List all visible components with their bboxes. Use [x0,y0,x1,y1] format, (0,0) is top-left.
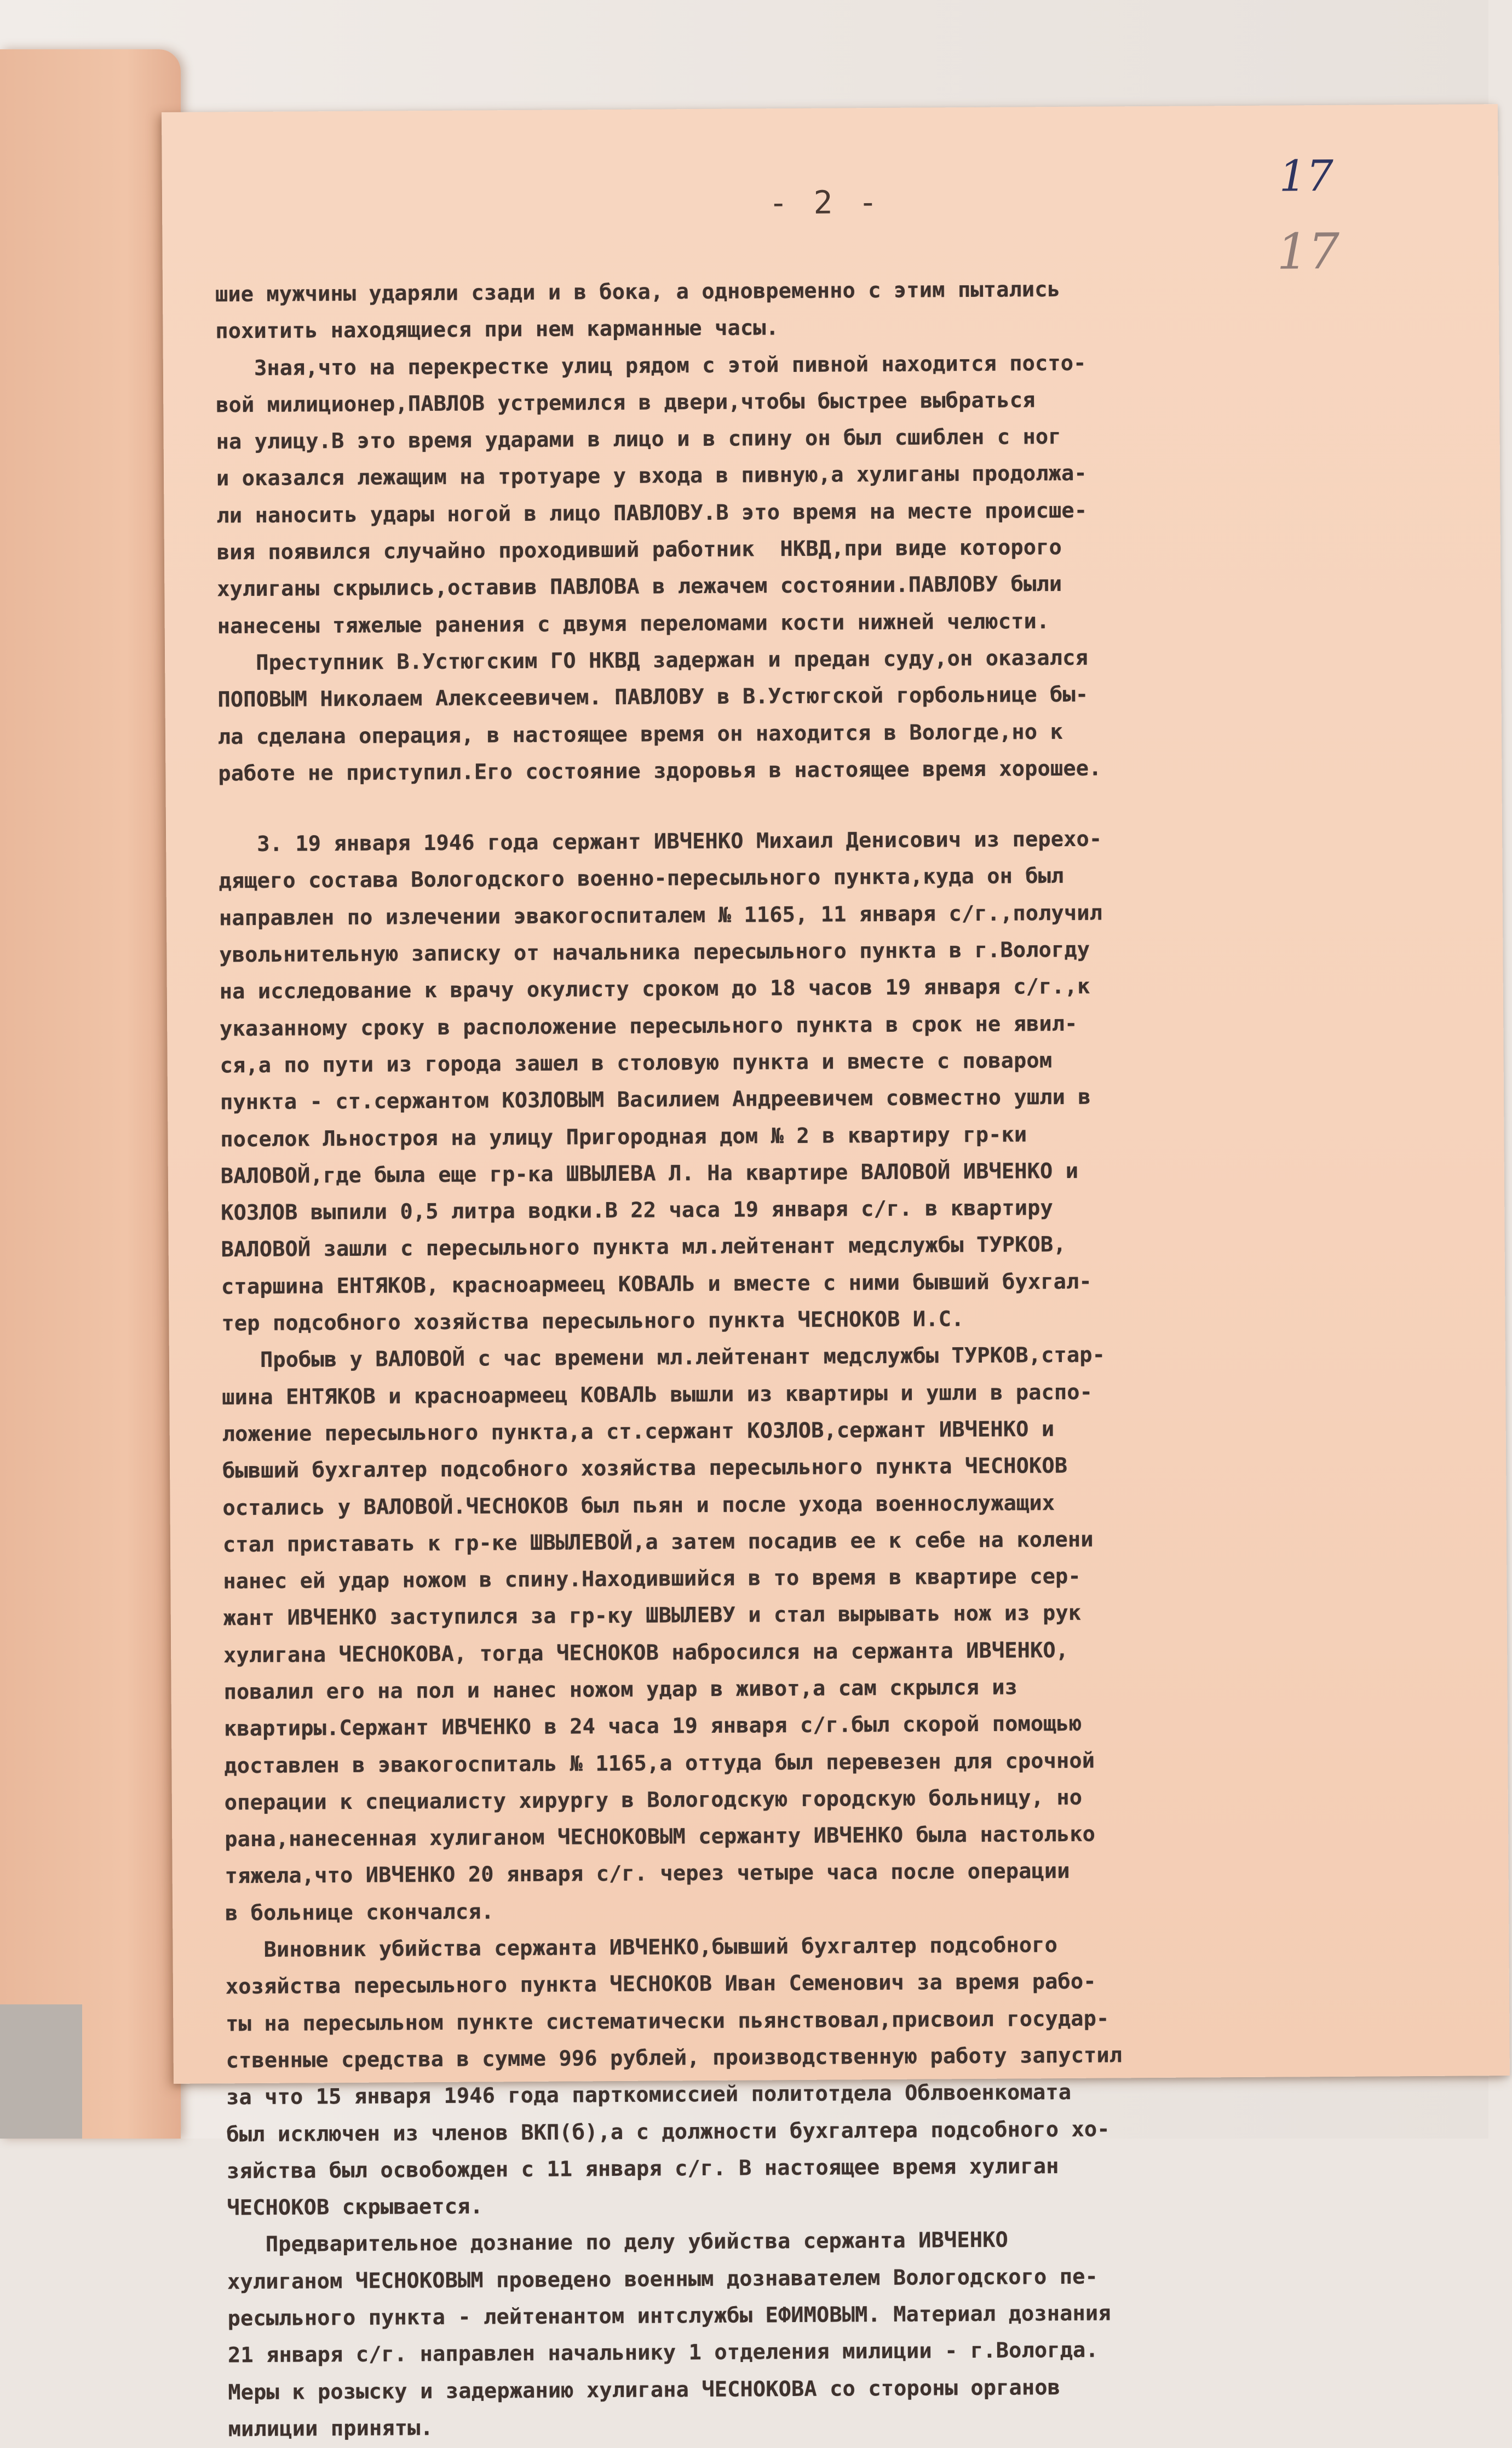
text-line: нанес ей удар ножом в спину.Находившийся в то время в квартире сер- [223,1564,1081,1594]
folio-number-ink: 17 [1279,151,1334,202]
text-line: ПОПОВЫМ Николаем Алексеевичем. ПАВЛОВУ в В.Устюгской горбольнице бы- [217,682,1089,712]
text-line: остались у ВАЛОВОЙ.ЧЕСНОКОВ был пьян и после ухода военнослужащих [222,1490,1055,1520]
text-line: ственные средства в сумме 996 рублей, производственную работу запустил [226,2043,1123,2073]
text-line: ла сделана операция, в настоящее время он находится в Вологде,но к [217,719,1063,749]
text-line: вой милиционер,ПАВЛОВ устремился в двери,чтобы быстрее выбраться [216,388,1036,418]
text-line: ресыльного пункта - лейтенантом интслужбы ЕФИМОВЫМ. Материал дознания [227,2301,1111,2331]
text-line: Преступник В.Устюгским ГО НКВД задержан и предан суду,он оказался [217,645,1089,676]
text-line: зяйства был освобожден с 11 января с/г. В настоящее время хулиган [226,2153,1059,2184]
text-line: хулиганом ЧЕСНОКОВЫМ проведено военным дознавателем Вологодского пе- [227,2264,1099,2295]
page-number: - 2 - [768,183,881,222]
text-line: шина ЕНТЯКОВ и красноармеец КОВАЛЬ вышли из квартиры и ушли в распо- [222,1380,1093,1410]
text-line: стал приставать к гр-ке ШВЫЛЕВОЙ,а затем посадив ее к себе на колени [222,1527,1094,1558]
text-line: на исследование к врачу окулисту сроком до 18 часов 19 января с/г.,к [219,974,1090,1004]
text-line: похитить находящиеся при нем карманные часы. [215,315,779,344]
text-line: тяжела,что ИВЧЕНКО 20 января с/г. через четыре часа после операции [225,1859,1070,1889]
text-line: дящего состава Вологодского военно-пересыльного пункта,куда он был [219,864,1064,894]
text-line: ВАЛОВОЙ,где была еще гр-ка ШВЫЛЕВА Л. На квартире ВАЛОВОЙ ИВЧЕНКО и [220,1158,1079,1189]
text-line: нанесены тяжелые ранения с двумя переломами кости нижней челюсти. [217,608,1050,639]
folio-number-pencil: 17 [1277,222,1340,281]
underlying-page [0,49,181,2139]
text-line: Меры к розыску и задержанию хулигана ЧЕСНОКОВА со стороны органов [228,2375,1061,2405]
text-line: КОЗЛОВ выпили 0,5 литра водки.В 22 часа 19 января с/г. в квартиру [221,1196,1054,1226]
text-line: доставлен в эвакогоспиталь № 1165,а оттуда был перевезен для срочной [224,1748,1095,1778]
text-line: вия появился случайно проходивший работник НКВД,при виде которого [216,535,1062,565]
text-line: хулиганы скрылись,оставив ПАВЛОВА в лежачем состоянии.ПАВЛОВУ были [217,572,1062,602]
text-line: и оказался лежащим на тротуаре у входа в пивную,а хулиганы продолжа- [216,461,1087,491]
text-line: квартиры.Сержант ИВЧЕНКО в 24 часа 19 января с/г.был скорой помощью [223,1711,1082,1742]
text-line: повалил его на пол и нанес ножом удар в живот,а сам скрылся из [223,1675,1018,1705]
text-line: за что 15 января 1946 года парткомиссией политотдела Облвоенкомата [226,2080,1072,2110]
text-line: ся,а по пути из города зашел в столовую пункта и вместе с поваром [220,1048,1053,1078]
text-line: ВАЛОВОЙ зашли с пересыльного пункта мл.лейтенант медслужбы ТУРКОВ, [221,1232,1066,1262]
text-line: на улицу.В это время ударами в лицо и в спину он был сшиблен с ног [216,424,1061,455]
text-line: ты на пересыльном пункте систематически пьянствовал,присвоил государ- [226,2006,1109,2037]
text-line: поселок Льностроя на улицу Пригородная дом № 2 в квартиру гр-ки [220,1122,1027,1152]
text-line: рана,нанесенная хулиганом ЧЕСНОКОВЫМ сержанту ИВЧЕНКО была настолько [225,1821,1096,1852]
text-line: работе не приступил.Его состояние здоровья в настоящее время хорошее. [218,756,1102,786]
text-line: шие мужчины ударяли сзади и в бока, а одновременно с этим пытались [215,277,1061,307]
text-line: пункта - ст.сержантом КОЗЛОВЫМ Василием Андреевичем совместно ушли в [220,1084,1091,1115]
text-line: Виновник убийства сержанта ИВЧЕНКО,бывший бухгалтер подсобного [225,1933,1058,1963]
text-line: указанному сроку в расположение пересыльного пункта в срок не явил- [220,1011,1078,1042]
text-line: жант ИВЧЕНКО заступился за гр-ку ШВЫЛЕВУ и стал вырывать нож из рук [223,1601,1082,1631]
text-line: Предварительное дознание по делу убийства сержанта ИВЧЕНКО [227,2228,1009,2257]
text-line: милиции приняты. [228,2415,434,2442]
paragraph-continuation [215,269,1358,792]
text-line: операции к специалисту хирургу в Вологодскую городскую больницу, но [224,1785,1083,1815]
text-line: направлен по излечении эвакогоспиталем № 1165, 11 января с/г.,получил [219,900,1103,931]
paragraph-item-3 [219,819,1367,2448]
text-line: хозяйства пересыльного пункта ЧЕСНОКОВ Иван Семенович за время рабо- [225,1969,1096,1999]
text-line: ли наносить удары ногой в лицо ПАВЛОВУ.В это время на месте происше- [216,498,1088,528]
text-line: тер подсобного хозяйства пересыльного пункта ЧЕСНОКОВ И.С. [221,1307,964,1336]
text-line: 21 января с/г. направлен начальнику 1 отделения милиции - г.Вологда. [227,2337,1099,2368]
text-line: Зная,что на перекрестке улиц рядом с этой пивной находится посто- [215,350,1086,381]
text-line: хулигана ЧЕСНОКОВА, тогда ЧЕСНОКОВ набросился на сержанта ИВЧЕНКО, [223,1637,1069,1668]
text-line: увольнительную записку от начальника пересыльного пункта в г.Вологду [219,937,1090,968]
text-line: в больнице скончался. [225,1899,495,1926]
text-line: был исключен из членов ВКП(б),а с должности бухгалтера подсобного хо- [226,2117,1110,2147]
text-line: 3. 19 января 1946 года сержант ИВЧЕНКО Михаил Денисович из перехо- [219,826,1102,857]
text-line: ЧЕСНОКОВ скрывается. [227,2194,484,2221]
document-page [162,104,1510,2442]
text-line: ложение пересыльного пункта,а ст.сержант КОЗЛОВ,сержант ИВЧЕНКО и [222,1416,1055,1447]
typed-text [215,269,1367,2448]
text-line: старшина ЕНТЯКОВ, красноармеец КОВАЛЬ и вместе с ними бывший бухгал- [221,1269,1092,1300]
text-line: бывший бухгалтер подсобного хозяйства пересыльного пункта ЧЕСНОКОВ [222,1453,1068,1484]
folder-edge [0,2004,82,2139]
text-line: Пробыв у ВАЛОВОЙ с час времени мл.лейтенант медслужбы ТУРКОВ,стар- [221,1342,1106,1373]
